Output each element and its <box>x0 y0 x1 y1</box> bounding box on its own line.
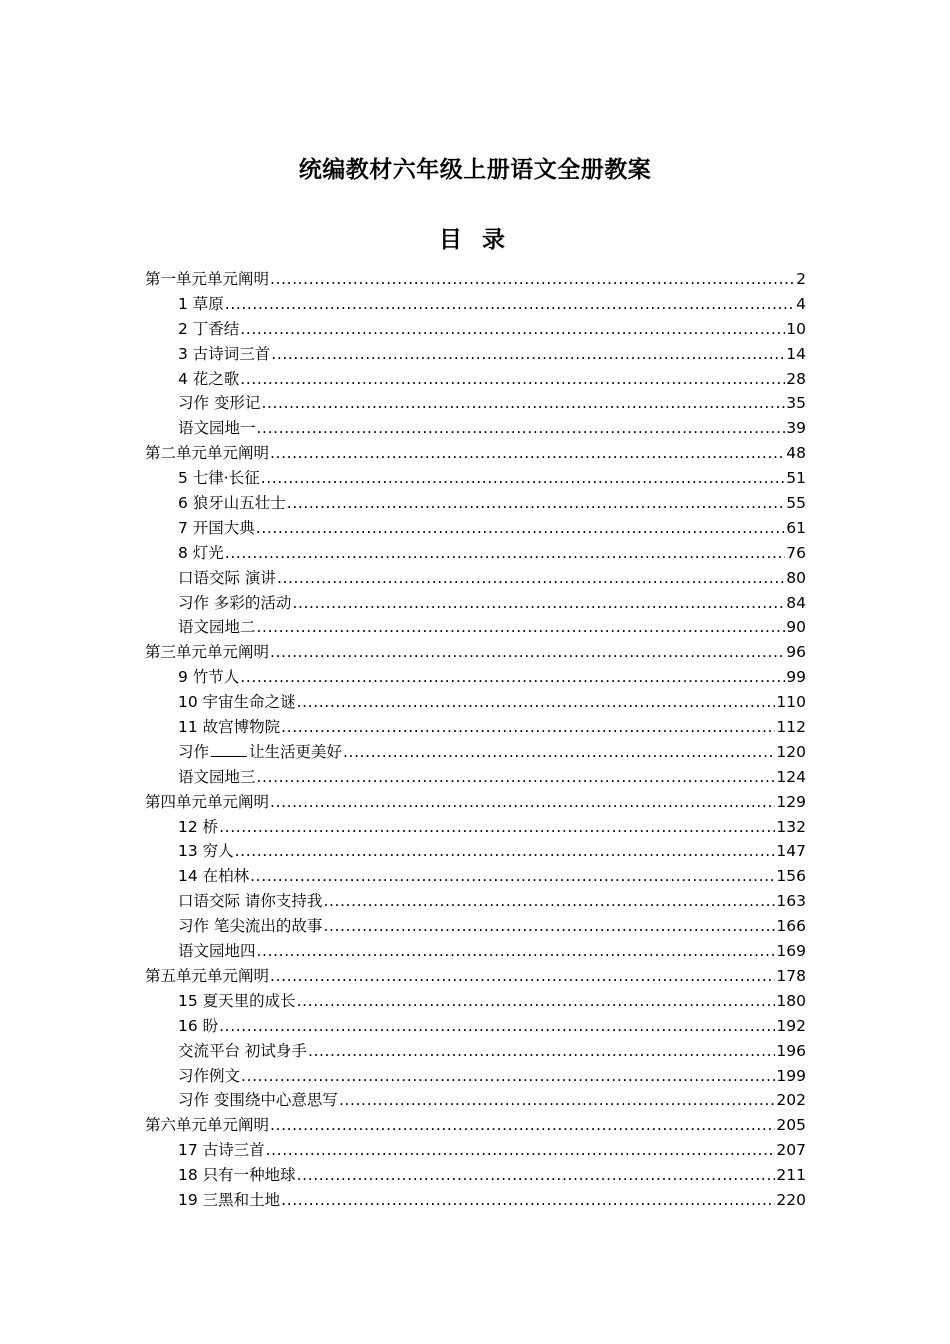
toc-page-number: 35 <box>786 394 806 413</box>
toc-lesson-entry[interactable] <box>145 292 806 317</box>
toc-entry-label: 13 穷人 <box>178 842 234 861</box>
toc-entry-title <box>178 889 322 914</box>
toc-unit-entry[interactable] <box>145 267 806 292</box>
toc-lesson-entry[interactable] <box>145 491 806 516</box>
toc-entry-label: 10 宇宙生命之谜 <box>178 693 296 712</box>
dot-leader <box>270 1113 775 1138</box>
toc-page-number: 80 <box>786 568 806 587</box>
toc-entry-label: 习作 变围绕中心意思写 <box>178 1091 338 1110</box>
toc-lesson-entry[interactable] <box>145 1039 806 1064</box>
toc-entry-label: 习作 多彩的活动 <box>178 593 292 612</box>
toc-entry-label: 9 竹节人 <box>178 668 240 687</box>
dot-leader <box>292 591 785 616</box>
toc-entry-label: 第一单元单元阐明 <box>145 270 270 288</box>
dot-leader <box>257 765 776 790</box>
dot-leader <box>270 267 795 292</box>
toc-entry-label: 习作例文 <box>178 1066 241 1085</box>
toc-lesson-entry[interactable] <box>145 690 806 715</box>
toc-lesson-entry[interactable] <box>145 367 806 392</box>
toc-lesson-entry[interactable] <box>145 839 806 864</box>
toc-entry-label: 3 古诗词三首 <box>178 344 271 363</box>
toc-lesson-entry[interactable] <box>145 815 806 840</box>
toc-lesson-entry[interactable] <box>145 1088 806 1113</box>
dot-leader <box>323 914 775 939</box>
toc-page-number: 4 <box>796 294 806 313</box>
toc-entry-label: 口语交际 演讲 <box>178 568 276 587</box>
toc-lesson-entry[interactable] <box>145 1014 806 1039</box>
toc-page-number: 199 <box>776 1066 806 1085</box>
dot-leader <box>281 715 775 740</box>
toc-page-number: 147 <box>776 842 806 861</box>
toc-entry-label-suffix: 让生活更美好 <box>249 742 343 761</box>
toc-page-number: 132 <box>776 817 806 836</box>
toc-page-number: 39 <box>786 419 806 438</box>
toc-page-number: 10 <box>786 319 806 338</box>
toc-page-number: 14 <box>786 344 806 363</box>
toc-entry-title <box>178 1014 218 1039</box>
toc-page-number: 192 <box>776 1016 806 1035</box>
table-of-contents <box>145 267 806 1213</box>
fill-in-blank <box>211 742 247 757</box>
toc-entry-title <box>145 1113 269 1138</box>
toc-entry-label: 14 在柏林 <box>178 867 250 886</box>
toc-entry-title <box>178 416 256 441</box>
toc-entry-label: 6 狼牙山五壮士 <box>178 494 286 513</box>
dot-leader <box>297 690 776 715</box>
toc-entry-title <box>145 964 269 989</box>
toc-unit-entry[interactable] <box>145 964 806 989</box>
toc-heading: 目 录 <box>438 226 511 253</box>
toc-entry-title <box>145 267 269 292</box>
dot-leader <box>266 1138 776 1163</box>
toc-entry-title <box>178 914 322 939</box>
dot-leader <box>323 889 775 914</box>
toc-entry-title <box>178 1138 265 1163</box>
toc-entry-title <box>178 839 234 864</box>
dot-leader <box>270 640 785 665</box>
dot-leader <box>219 815 775 840</box>
toc-page-number: 156 <box>776 867 806 886</box>
toc-entry-label: 交流平台 初试身手 <box>178 1041 307 1060</box>
toc-lesson-entry[interactable] <box>145 541 806 566</box>
toc-entry-label: 8 灯光 <box>178 543 224 562</box>
dot-leader <box>261 391 785 416</box>
toc-entry-title <box>178 292 224 317</box>
toc-page-number: 129 <box>776 792 806 811</box>
dot-leader <box>257 416 786 441</box>
toc-entry-title <box>178 491 286 516</box>
toc-page-number: 99 <box>786 668 806 687</box>
toc-entry-title <box>178 1064 240 1089</box>
toc-lesson-entry[interactable] <box>145 715 806 740</box>
toc-lesson-entry[interactable] <box>145 591 806 616</box>
dot-leader <box>256 516 785 541</box>
dot-leader <box>240 665 785 690</box>
toc-lesson-entry[interactable] <box>145 317 806 342</box>
toc-page-number: 48 <box>786 444 806 463</box>
toc-page-number: 180 <box>776 991 806 1010</box>
toc-entry-title <box>178 740 342 765</box>
toc-lesson-entry[interactable] <box>145 615 806 640</box>
toc-entry-title <box>178 516 255 541</box>
dot-leader <box>343 740 775 765</box>
toc-page-number: 61 <box>786 518 806 537</box>
dot-leader <box>339 1088 775 1113</box>
toc-unit-entry[interactable] <box>145 790 806 815</box>
toc-lesson-entry[interactable] <box>145 765 806 790</box>
toc-page-number: 51 <box>786 469 806 488</box>
toc-entry-label: 语文园地二 <box>178 618 256 637</box>
toc-entry-title <box>178 1188 280 1213</box>
dot-leader <box>250 864 775 889</box>
dot-leader <box>308 1039 775 1064</box>
dot-leader <box>287 491 785 516</box>
toc-entry-label: 11 故宫博物院 <box>178 718 281 737</box>
toc-entry-title <box>178 715 280 740</box>
toc-page-number: 207 <box>776 1141 806 1160</box>
dot-leader <box>297 1163 776 1188</box>
toc-page-number: 96 <box>786 643 806 662</box>
dot-leader <box>240 367 785 392</box>
toc-page-number: 220 <box>776 1190 806 1209</box>
dot-leader <box>225 541 785 566</box>
toc-lesson-entry[interactable] <box>145 665 806 690</box>
toc-entry-title <box>145 790 269 815</box>
toc-entry-title <box>178 391 260 416</box>
toc-page-number: 124 <box>776 767 806 786</box>
toc-page-number: 84 <box>786 593 806 612</box>
dot-leader <box>235 839 776 864</box>
toc-lesson-entry[interactable] <box>145 416 806 441</box>
dot-leader <box>261 466 786 491</box>
toc-page-number: 110 <box>776 693 806 712</box>
toc-entry-title <box>178 566 276 591</box>
toc-entry-label: 语文园地四 <box>178 942 256 961</box>
toc-page-number: 169 <box>776 942 806 961</box>
toc-entry-title <box>178 665 239 690</box>
toc-entry-title <box>178 1088 338 1113</box>
toc-entry-label: 语文园地三 <box>178 767 256 786</box>
toc-entry-title <box>178 690 296 715</box>
toc-page-number: 76 <box>786 543 806 562</box>
toc-entry-label: 16 盼 <box>178 1016 219 1035</box>
toc-entry-label: 5 七律·长征 <box>178 469 260 488</box>
toc-page-number: 211 <box>776 1166 806 1185</box>
toc-lesson-entry[interactable] <box>145 1064 806 1089</box>
toc-entry-title <box>145 441 269 466</box>
dot-leader <box>219 1014 775 1039</box>
dot-leader <box>241 1064 775 1089</box>
toc-lesson-entry[interactable] <box>145 1188 806 1213</box>
toc-entry-title <box>178 466 260 491</box>
toc-unit-entry[interactable] <box>145 1113 806 1138</box>
toc-entry-title <box>178 815 218 840</box>
toc-entry-title <box>178 317 239 342</box>
toc-lesson-entry[interactable] <box>145 914 806 939</box>
dot-leader <box>271 342 785 367</box>
toc-entry-label: 18 只有一种地球 <box>178 1166 296 1185</box>
toc-page-number: 90 <box>786 618 806 637</box>
toc-entry-label: 19 三黑和土地 <box>178 1190 281 1209</box>
toc-entry-label: 17 古诗三首 <box>178 1141 265 1160</box>
toc-entry-label: 第二单元单元阐明 <box>145 444 270 463</box>
dot-leader <box>270 790 775 815</box>
toc-entry-label: 7 开国大典 <box>178 518 255 537</box>
toc-page-number: 28 <box>786 369 806 388</box>
toc-page-number: 205 <box>776 1116 806 1135</box>
toc-entry-label: 12 桥 <box>178 817 219 836</box>
toc-entry-label: 2 丁香结 <box>178 319 240 338</box>
toc-page-number: 166 <box>776 917 806 936</box>
toc-page-number: 178 <box>776 966 806 985</box>
toc-entry-label: 第三单元单元阐明 <box>145 643 270 662</box>
toc-lesson-entry[interactable] <box>145 989 806 1014</box>
toc-lesson-entry[interactable] <box>145 1163 806 1188</box>
toc-entry-title <box>178 367 239 392</box>
toc-entry-title <box>178 541 224 566</box>
toc-unit-entry[interactable] <box>145 441 806 466</box>
toc-lesson-entry[interactable] <box>145 566 806 591</box>
dot-leader <box>281 1188 775 1213</box>
toc-entry-label: 第四单元单元阐明 <box>145 792 270 811</box>
toc-lesson-entry[interactable] <box>145 342 806 367</box>
dot-leader <box>240 317 785 342</box>
toc-entry-title <box>178 939 256 964</box>
toc-entry-label: 习作 笔尖流出的故事 <box>178 917 323 936</box>
toc-entry-label: 15 夏天里的成长 <box>178 991 296 1010</box>
toc-entry-label: 第五单元单元阐明 <box>145 966 270 985</box>
toc-page-number: 55 <box>786 494 806 513</box>
toc-lesson-entry[interactable] <box>145 516 806 541</box>
dot-leader <box>257 939 776 964</box>
dot-leader <box>270 441 785 466</box>
toc-page-number: 112 <box>776 718 806 737</box>
toc-entry-label: 语文园地一 <box>178 419 256 438</box>
toc-entry-title <box>178 989 296 1014</box>
toc-unit-entry[interactable] <box>145 640 806 665</box>
toc-page-number: 202 <box>776 1091 806 1110</box>
toc-lesson-entry[interactable] <box>145 466 806 491</box>
toc-entry-title <box>178 615 256 640</box>
toc-lesson-entry[interactable] <box>145 939 806 964</box>
toc-entry-label: 第六单元单元阐明 <box>145 1116 270 1135</box>
document-title: 统编教材六年级上册语文全册教案 <box>298 156 652 183</box>
toc-page-number: 196 <box>776 1041 806 1060</box>
dot-leader <box>297 989 776 1014</box>
toc-entry-title <box>178 342 270 367</box>
dot-leader <box>270 964 775 989</box>
toc-entry-label: 习作 <box>178 742 210 761</box>
toc-entry-label: 1 草原 <box>178 294 224 313</box>
toc-entry-label: 习作 变形记 <box>178 394 261 413</box>
toc-page-number: 163 <box>776 892 806 911</box>
dot-leader <box>225 292 795 317</box>
dot-leader <box>277 566 785 591</box>
toc-entry-title <box>145 640 269 665</box>
toc-lesson-entry[interactable] <box>145 889 806 914</box>
toc-entry-title <box>178 765 256 790</box>
toc-entry-title <box>178 1039 307 1064</box>
toc-entry-title <box>178 1163 296 1188</box>
toc-entry-label: 4 花之歌 <box>178 369 240 388</box>
toc-entry-label: 口语交际 请你支持我 <box>178 892 323 911</box>
toc-lesson-entry[interactable] <box>145 864 806 889</box>
toc-lesson-entry[interactable] <box>145 391 806 416</box>
toc-entry-title <box>178 591 291 616</box>
dot-leader <box>257 615 786 640</box>
toc-page-number: 2 <box>796 270 806 288</box>
toc-lesson-entry[interactable] <box>145 1138 806 1163</box>
toc-lesson-entry[interactable] <box>145 740 806 765</box>
toc-page-number: 120 <box>776 742 806 761</box>
toc-entry-title <box>178 864 249 889</box>
